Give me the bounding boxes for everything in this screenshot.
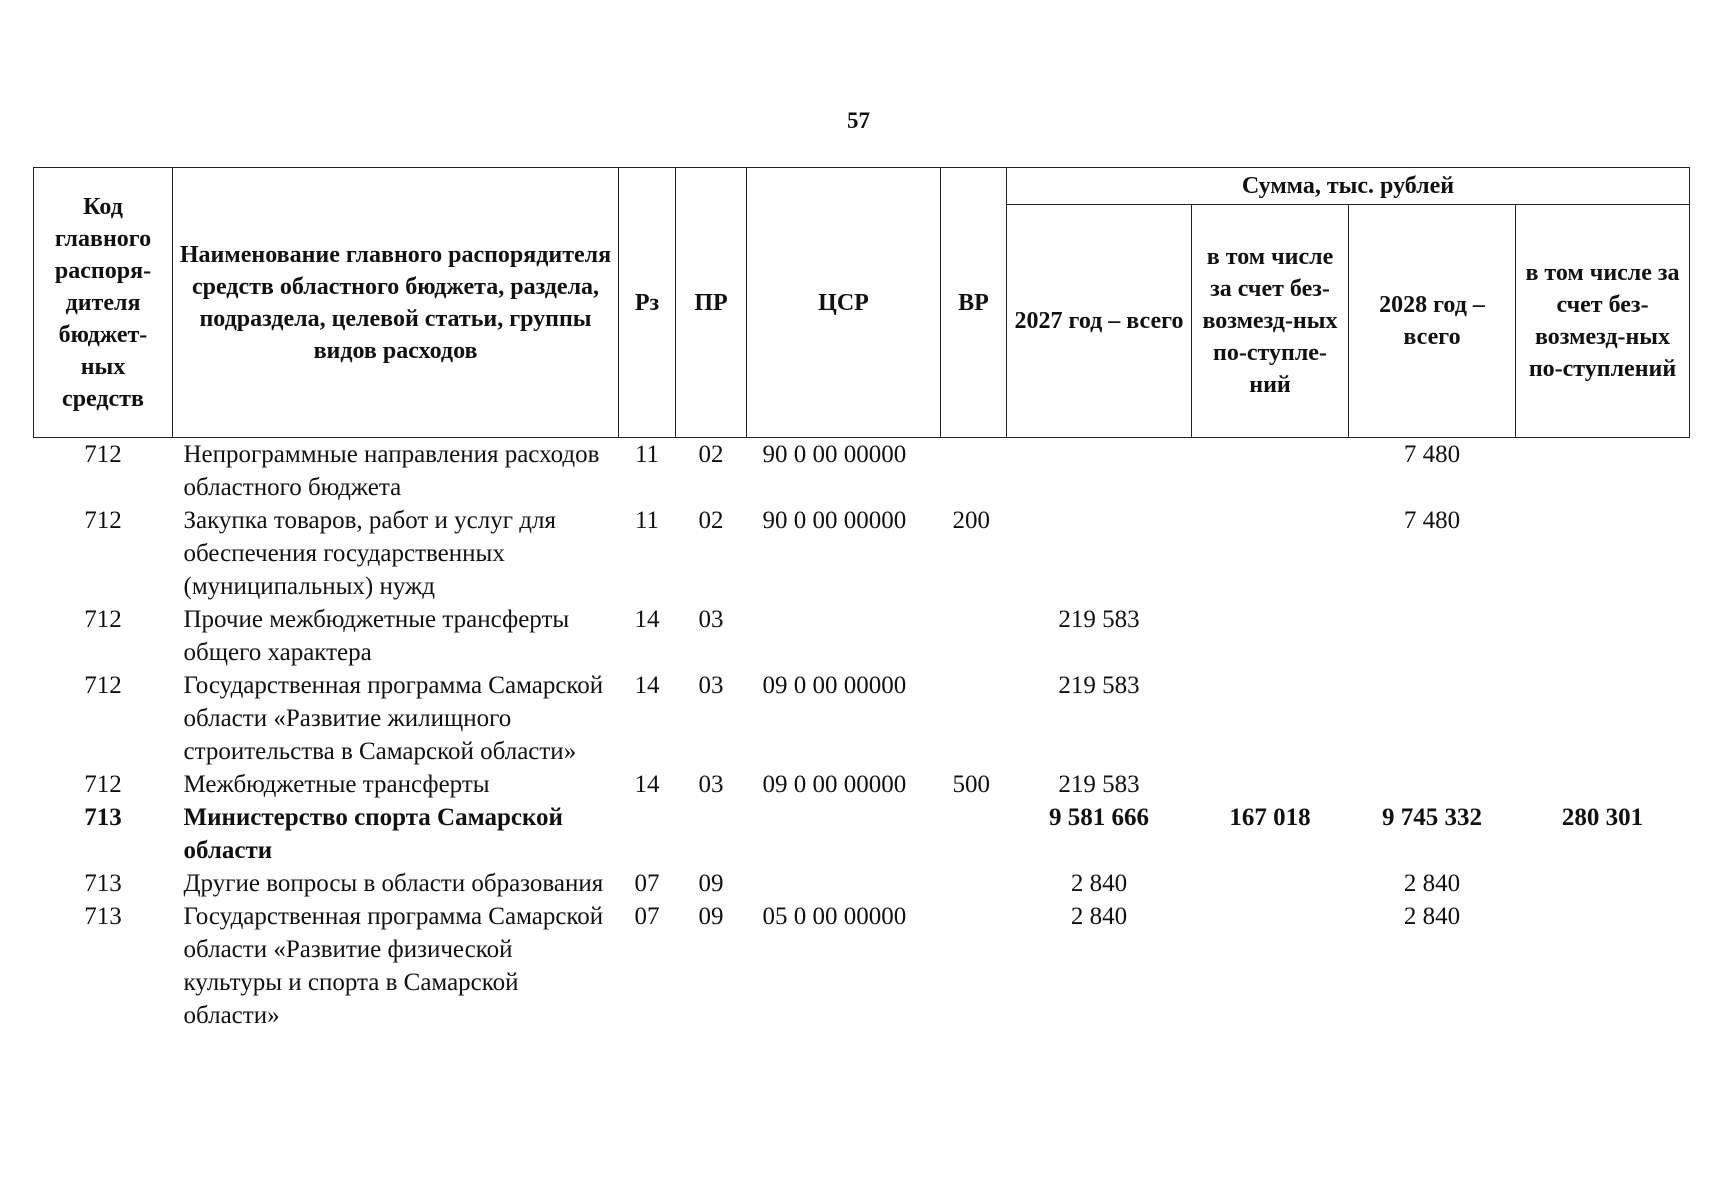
cell-pr: 03 [698,672,724,699]
cell-code: 712 [84,672,122,699]
cell-2028-grant [1516,768,1690,801]
cell-2028-total: 2 840 [1403,903,1461,930]
cell-2028-grant [1516,669,1690,768]
cell-code: 713 [84,870,122,897]
page-number: 57 [847,108,870,133]
cell-vr [941,603,1007,669]
cell-2027-grant [1192,669,1349,768]
cell-vr [941,867,1007,900]
cell-vr: 200 [952,507,990,534]
cell-2027-total [1007,504,1192,603]
cell-csr: 09 0 00 00000 [762,771,907,798]
header-sum: Сумма, тыс. рублей [1007,168,1690,205]
cell-rz: 11 [634,507,660,534]
table-row [34,867,1690,900]
cell-code: 713 [84,903,122,930]
header-name: Наименование главного распорядителя средств областного бюджета, раздела, подраздела, целевой статьи, группы видов расходов [173,168,619,438]
cell-vr [941,438,1007,505]
cell-csr: 90 0 00 00000 [762,441,907,468]
header-2028-grant: в том числе за счет без-возмезд-ных по-ступлений [1516,205,1690,438]
cell-pr: 03 [698,606,724,633]
header-vr: ВР [941,168,1007,438]
header-2027-total: 2027 год – всего [1007,205,1192,438]
cell-2027-grant [1192,438,1349,505]
table-row [34,438,1690,505]
header-pr: ПР [676,168,747,438]
table-row [34,900,1690,1032]
table-row [34,504,1690,603]
cell-vr [941,900,1007,1032]
cell-code: 712 [84,507,122,534]
cell-2028-total [1349,669,1516,768]
cell-vr: 500 [952,771,990,798]
header-rz: Рз [619,168,676,438]
cell-name: Государственная программа Самарской области «Развитие физической культуры и спорта в Самарской области» [183,903,604,1029]
cell-vr [941,669,1007,768]
table-row [34,801,1690,867]
header-2028-total: 2028 год – всего [1349,205,1516,438]
cell-code: 713 [84,804,122,831]
cell-2027-grant [1192,900,1349,1032]
cell-vr [941,801,1007,867]
cell-csr [747,603,941,669]
cell-pr: 03 [698,771,724,798]
cell-pr: 02 [698,507,724,534]
cell-rz [619,801,676,867]
table-header [34,168,1690,438]
cell-code: 712 [84,606,122,633]
cell-name: Межбюджетные трансферты [183,771,490,798]
cell-2028-grant: 280 301 [1561,804,1644,831]
cell-name: Другие вопросы в области образования [183,870,604,897]
cell-2027-grant [1192,603,1349,669]
cell-code: 712 [84,441,122,468]
cell-pr [676,801,747,867]
cell-name: Закупка товаров, работ и услуг для обеспечения государственных (муниципальных) нужд [183,507,556,600]
cell-2027-grant: 167 018 [1229,804,1311,831]
cell-2027-total: 219 583 [1058,672,1140,699]
cell-2028-grant [1516,900,1690,1032]
header-code: Код главного распоря-дителя бюджет-ных средств [34,168,173,438]
cell-2028-total: 2 840 [1403,870,1461,897]
cell-rz: 07 [634,903,660,930]
cell-2027-grant [1192,504,1349,603]
cell-2027-total: 2 840 [1070,870,1128,897]
table-row [34,603,1690,669]
cell-pr: 02 [698,441,724,468]
cell-rz: 11 [634,441,660,468]
cell-2027-total: 9 581 666 [1049,804,1149,831]
cell-2028-grant [1516,603,1690,669]
cell-pr: 09 [698,903,724,930]
cell-csr [747,801,941,867]
cell-2028-total [1349,603,1516,669]
cell-2028-total: 7 480 [1403,441,1461,468]
budget-table [33,167,1690,1032]
cell-2027-total: 219 583 [1058,606,1140,633]
cell-code: 712 [84,771,122,798]
cell-2027-total [1007,438,1192,505]
cell-2028-grant [1516,504,1690,603]
cell-2027-grant [1192,768,1349,801]
table-row [34,669,1690,768]
table-row [34,768,1690,801]
cell-2028-total [1349,768,1516,801]
cell-csr: 05 0 00 00000 [762,903,907,930]
cell-rz: 14 [634,672,660,699]
cell-csr: 09 0 00 00000 [762,672,907,699]
header-csr: ЦСР [747,168,941,438]
cell-pr: 09 [698,870,724,897]
header-2027-grant: в том числе за счет без-возмезд-ных по-ступле-ний [1192,205,1349,438]
cell-name: Прочие межбюджетные трансферты общего характера [183,606,570,666]
cell-name: Министерство спорта Самарской области [183,804,563,864]
cell-2028-total: 7 480 [1403,507,1461,534]
cell-csr [747,867,941,900]
cell-rz: 07 [634,870,660,897]
cell-2028-total: 9 745 332 [1382,804,1482,831]
cell-2028-grant [1516,438,1690,505]
cell-2028-grant [1516,867,1690,900]
cell-2027-total: 219 583 [1058,771,1140,798]
cell-csr: 90 0 00 00000 [762,507,907,534]
cell-rz: 14 [634,771,660,798]
cell-name: Государственная программа Самарской области «Развитие жилищного строительства в Самарской области» [183,672,604,765]
cell-2027-grant [1192,867,1349,900]
cell-name: Непрограммные направления расходов областного бюджета [183,441,600,501]
cell-rz: 14 [634,606,660,633]
table-body [34,438,1690,1033]
cell-2027-total: 2 840 [1070,903,1128,930]
